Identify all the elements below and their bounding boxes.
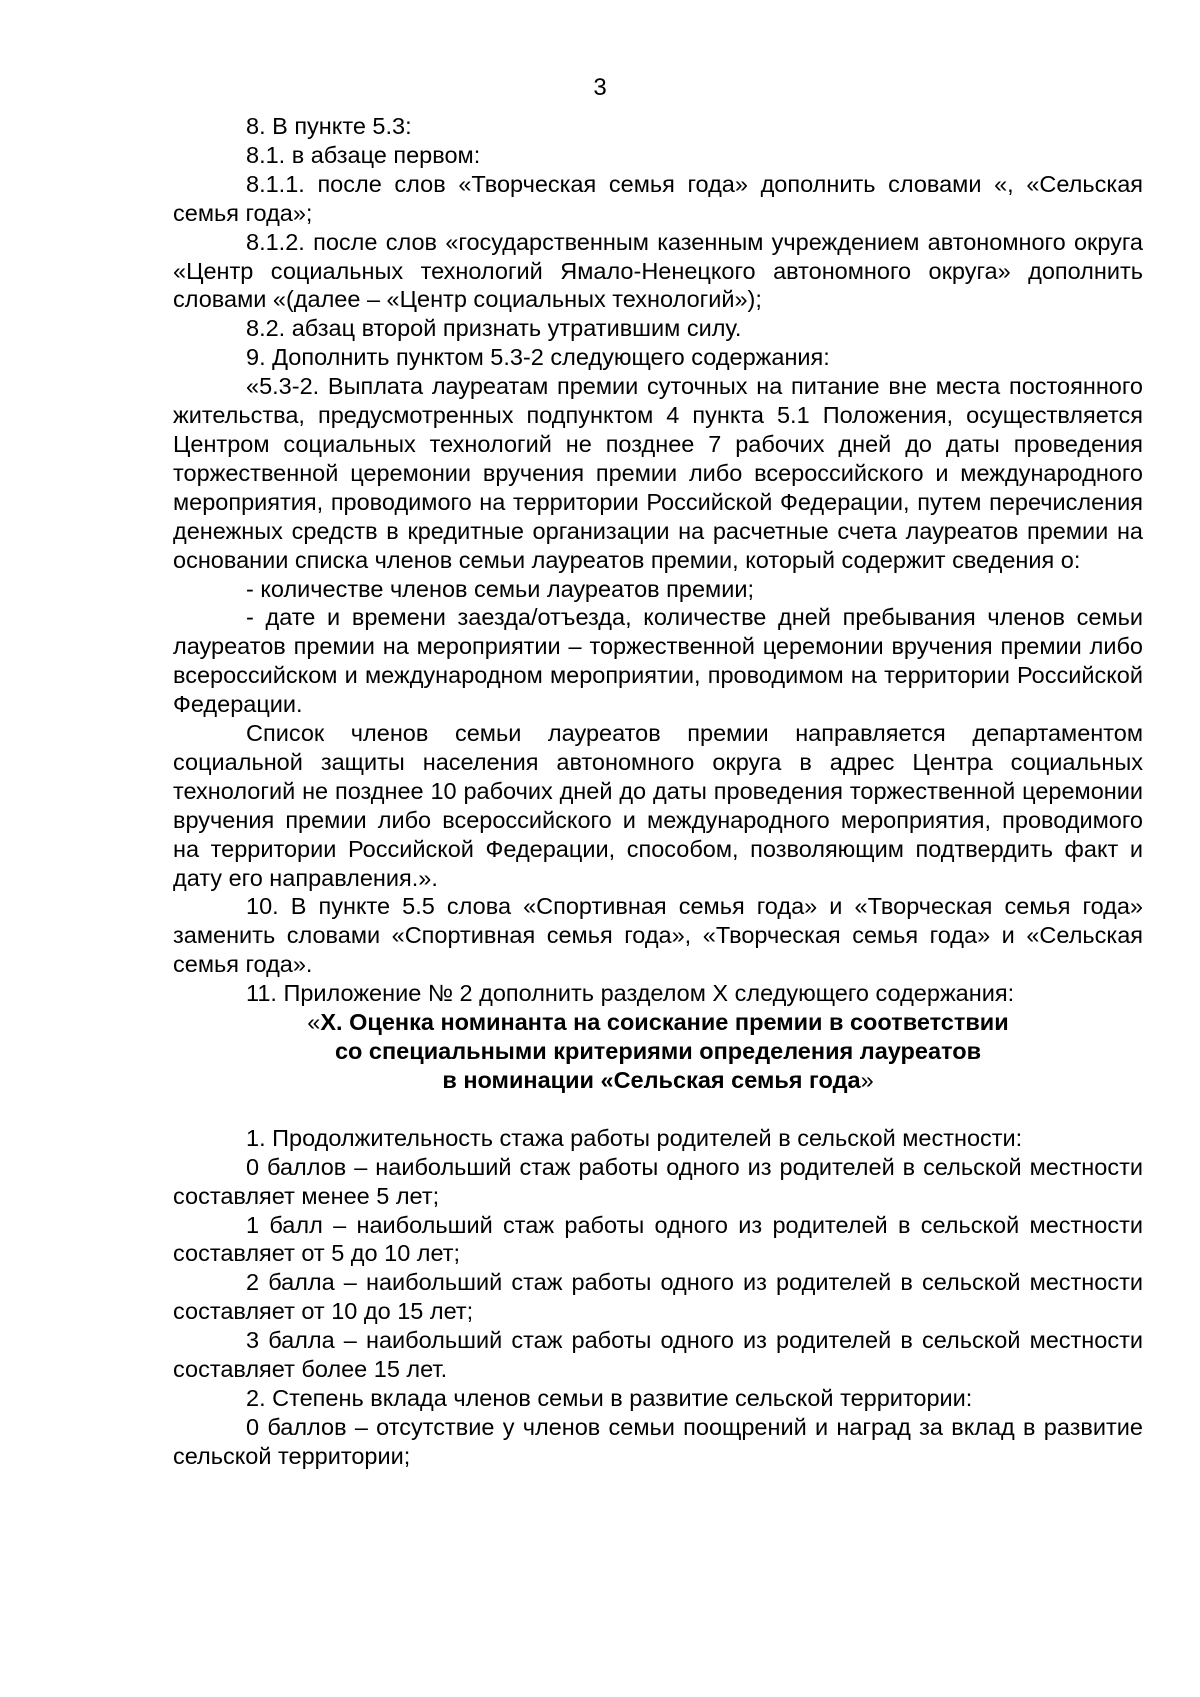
paragraph-8-2: 8.2. абзац второй признать утратившим силу.: [246, 315, 742, 342]
score-1: 1 балл – наибольший стаж работы одного из родителей в сельской местности составляет от 5 до 10 лет;: [173, 1211, 1143, 1267]
heading-line-3: [173, 1066, 1143, 1095]
paragraph-8-1-2: 8.1.2. после слов «государственным казенным учреждением автономного округа «Центр социальных технологий Ямало-Ненецкого автономного округа» дополнить словами «(далее – «Центр социальных технологий»);: [173, 228, 1143, 313]
criterion-2-score-0: 0 баллов – отсутствие у членов семьи поощрений и наград за вклад в развитие сельской территории;: [173, 1413, 1143, 1469]
heading-open-quote: «: [307, 1009, 321, 1036]
heading-line-3-text: в номинации «Сельская семья года: [442, 1066, 861, 1093]
heading-line-2: со специальными критериями определения лауреатов: [334, 1038, 982, 1064]
paragraph-8: 8. В пункте 5.3:: [246, 113, 412, 139]
list-item-count: - количестве членов семьи лауреатов премии;: [246, 575, 754, 602]
score-0: 0 баллов – наибольший стаж работы одного из родителей в сельской местности составляет менее 5 лет;: [173, 1153, 1143, 1209]
score-3: 3 балла – наибольший стаж работы одного из родителей в сельской местности составляет более 15 лет.: [173, 1327, 1143, 1383]
document-body: [173, 112, 1143, 1471]
paragraph-11: 11. Приложение № 2 дополнить разделом X следующего содержания:: [246, 980, 1015, 1007]
paragraph-8-1-1: 8.1.1. после слов «Творческая семья года» дополнить словами «, «Сельская семья года»;: [173, 170, 1143, 226]
spacer: [173, 1095, 1143, 1124]
score-2: 2 балла – наибольший стаж работы одного из родителей в сельской местности составляет от 10 до 15 лет;: [173, 1269, 1143, 1325]
list-item-dates: - дате и времени заезда/отъезда, количестве дней пребывания членов семьи лауреатов премии на мероприятии – торжественной церемонии вручения премии либо всероссийском и международном мероприятии, проводимом на территории Российской Федерации.: [173, 604, 1143, 718]
paragraph-5-3-2: «5.3-2. Выплата лауреатам премии суточных на питание вне места постоянного жительства, предусмотренных подпунктом 4 пункта 5.1 Положения, осуществляется Центром социальных технологий не позднее 7 рабочих дней до даты проведения торжественной церемонии вручения премии либо всероссийского и международного мероприятия, проводимого на территории Российской Федерации, путем перечисления денежных средств в кредитные организации на расчетные счета лауреатов премии на основании списка членов семьи лауреатов премии, который содержит сведения о:: [173, 373, 1143, 573]
page-number: 3: [593, 74, 607, 101]
heading-line-1-text: X. Оценка номинанта на соискание премии в соответствии: [320, 1009, 1009, 1036]
criterion-1: 1. Продолжительность стажа работы родителей в сельской местности:: [246, 1124, 1023, 1151]
criterion-2: 2. Степень вклада членов семьи в развитие сельской территории:: [246, 1384, 973, 1411]
paragraph-10: 10. В пункте 5.5 слова «Спортивная семья года» и «Творческая семья года» заменить словами «Спортивная семья года», «Творческая семья года» и «Сельская семья года».: [173, 893, 1143, 978]
section-heading: [173, 1008, 1143, 1095]
heading-line-1: [173, 1008, 1143, 1037]
paragraph-family-list: Список членов семьи лауреатов премии направляется департаментом социальной защиты населения автономного округа в адрес Центра социальных технологий не позднее 10 рабочих дней до даты проведения торжественной церемонии вручения премии либо всероссийского и международного мероприятия, проводимого на территории Российской Федерации, способом, позволяющим подтвердить факт и дату его направления.».: [173, 720, 1143, 891]
paragraph-8-1: 8.1. в абзаце первом:: [246, 141, 481, 168]
paragraph-9: 9. Дополнить пунктом 5.3-2 следующего содержания:: [246, 344, 830, 371]
heading-close-quote: »: [860, 1066, 874, 1093]
